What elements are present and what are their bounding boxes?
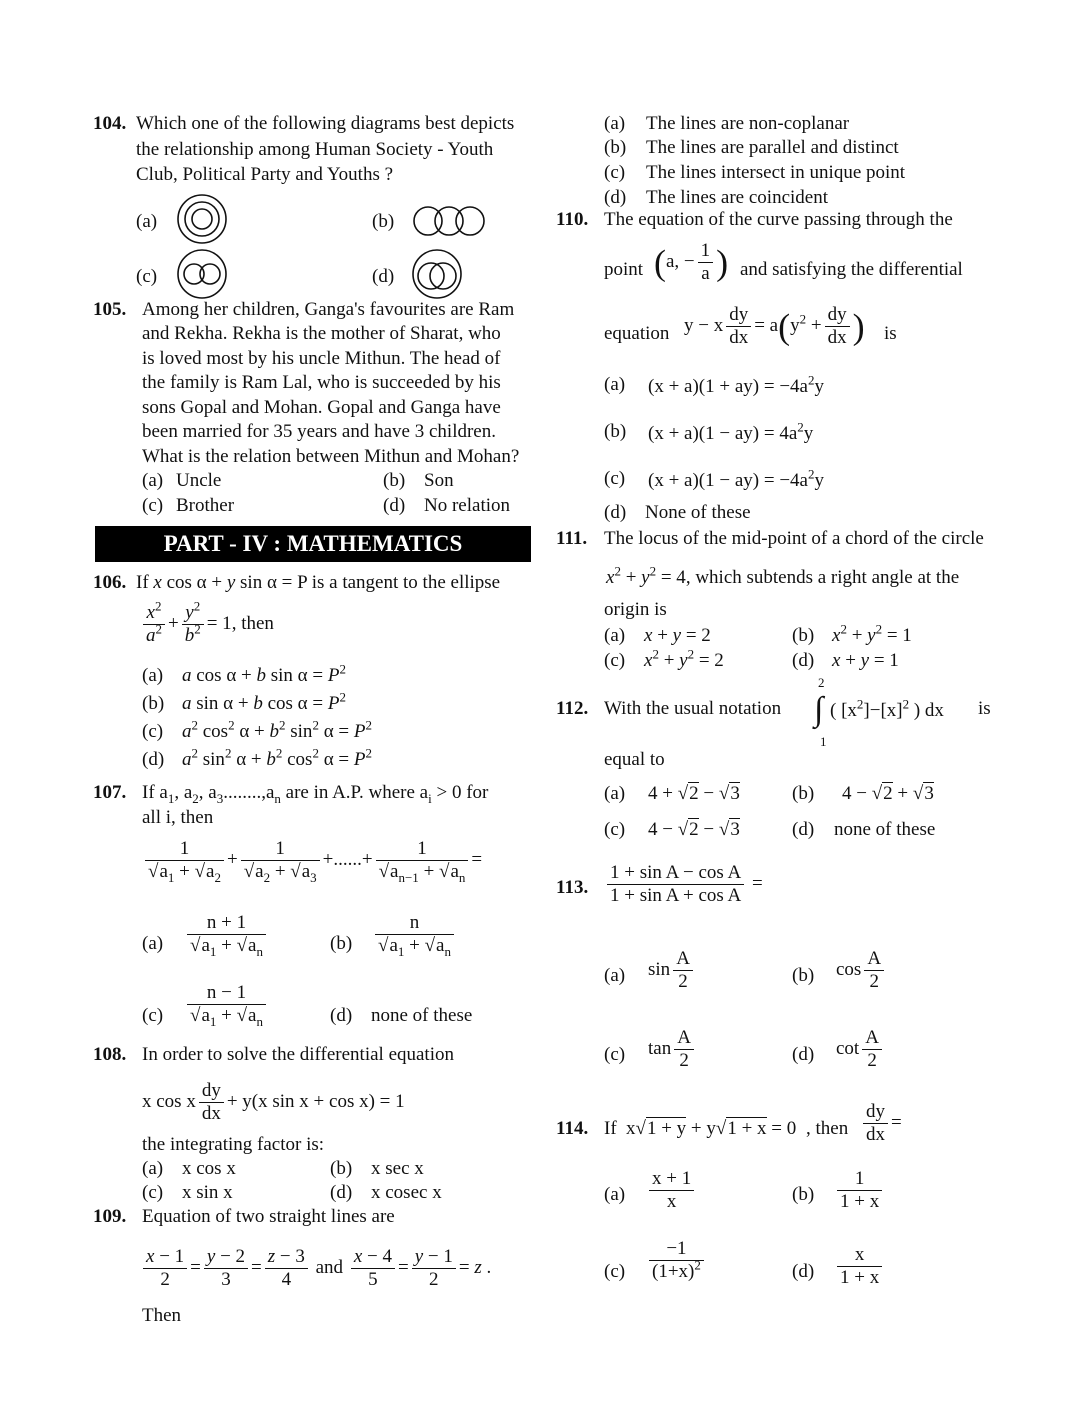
- q113-option-d-math: cot $\frac{A}{2}$: [836, 1027, 885, 1072]
- q114-option-b-math: $\frac{1}{1 + x}$: [834, 1168, 885, 1213]
- q111-option-a-label: (a): [604, 625, 626, 646]
- q112-line-1: With the usual notation: [604, 698, 782, 719]
- q106-number: 106.: [93, 572, 127, 593]
- q113-option-c-label: (c): [604, 1044, 626, 1065]
- q113-option-b-math: cos $\frac{A}{2}$: [836, 948, 887, 993]
- q111-line-2: $x^2 + y^2 = 4$, which subtends a right angle at the: [606, 563, 960, 588]
- q113-option-a-label: (a): [604, 965, 626, 986]
- q109-option-d-text: The lines are coincident: [646, 187, 829, 208]
- q106-option-a-label: (a): [142, 665, 164, 686]
- q112-lower-limit: 1: [820, 734, 827, 749]
- q107-text-a: are in A.P. where a: [285, 782, 429, 803]
- q114-option-c-math: $\frac{-1}{(1+x)^2}$: [646, 1238, 707, 1283]
- q112-number: 112.: [556, 698, 589, 719]
- q111-option-b-math: $x^2 + y^2 = 1$: [832, 621, 912, 646]
- q110-equation-label: equation: [604, 323, 670, 344]
- q106-then: , then: [231, 612, 274, 634]
- q107-option-c-label: (c): [142, 1005, 164, 1026]
- q112-option-c-label: (c): [604, 819, 626, 840]
- q109-option-c-label: (c): [604, 162, 626, 183]
- q110-number: 110.: [556, 209, 589, 230]
- q110-option-d-text: None of these: [645, 502, 751, 523]
- q106-option-a-math: a cos α + b $\sin \alpha = P^2$: [182, 661, 346, 686]
- q114-option-a-math: $\frac{x + 1}{x}$: [646, 1168, 697, 1213]
- section-header: PART - IV : MATHEMATICS: [95, 526, 531, 562]
- q108-option-b-text: x sec x: [371, 1158, 424, 1179]
- q107-option-a-math: $\frac{n + 1}{√a_1 + √a_n}$: [184, 912, 269, 957]
- q109-option-b-label: (b): [604, 137, 627, 158]
- venn-diagram-a: [176, 193, 228, 245]
- q108-option-a-text: x cos x: [182, 1158, 236, 1179]
- q108-option-d-text: x cosec x: [371, 1182, 442, 1203]
- q110-option-a-label: (a): [604, 374, 626, 395]
- q114-number: 114.: [556, 1118, 589, 1139]
- q105-option-a-text: Uncle: [176, 470, 222, 491]
- q108-option-c-text: x sin x: [182, 1182, 233, 1203]
- q113-option-a-math: sin $\frac{A}{2}$: [648, 948, 696, 993]
- q108-line-2: the integrating factor is:: [142, 1134, 325, 1155]
- q107-option-d-text: none of these: [371, 1005, 473, 1026]
- q105-line-7: What is the relation between Mithun and Mohan?: [142, 446, 520, 467]
- q111-option-c-label: (c): [604, 650, 626, 671]
- q106-option-b-math: a sin α + b $\cos \alpha = P^2$: [182, 689, 346, 714]
- q110-option-d-label: (d): [604, 502, 627, 523]
- q107-option-b-label: (b): [330, 933, 353, 954]
- q108-option-d-label: (d): [330, 1182, 353, 1203]
- q105-line-2: and Rekha. Rekha is the mother of Sharat, who: [142, 323, 501, 344]
- q112-option-d-text: none of these: [834, 819, 936, 840]
- q111-option-d-math: x + y = 1: [832, 650, 899, 671]
- q114-equation: x√1 + y + y√1 + x = 0: [626, 1118, 797, 1139]
- q105-option-d-text: No relation: [424, 495, 511, 516]
- q107-line-1: If $a_1$, $a_2$, $a_3........,a_n$ are in A.P. where $a_i > 0$ for: [142, 782, 489, 806]
- q109-line-1: Equation of two straight lines are: [142, 1206, 395, 1227]
- q111-line-1: The locus of the mid-point of a chord of the circle: [604, 528, 984, 549]
- q110-point-math: (a, − $\frac{1}{a}$ ): [654, 240, 729, 284]
- q110-line-1: The equation of the curve passing through the: [604, 209, 953, 230]
- q105-number: 105.: [93, 299, 127, 320]
- q107-number: 107.: [93, 782, 127, 803]
- q109-option-c-text: The lines intersect in unique point: [646, 162, 906, 183]
- integral-icon: ∫: [814, 691, 824, 728]
- q113-number: 113.: [556, 877, 589, 898]
- q113-option-c-math: tan $\frac{A}{2}$: [648, 1027, 697, 1072]
- q113-option-d-label: (d): [792, 1044, 815, 1065]
- q107-text-b: > 0 for: [436, 782, 489, 803]
- venn-diagram-c: [176, 248, 228, 300]
- q110-point-label: point: [604, 259, 644, 280]
- q112-option-b-math: 4 − √2 + √3: [842, 783, 934, 804]
- q111-option-c-math: $x^2 + y^2 = 2$: [644, 646, 724, 671]
- q114-option-a-label: (a): [604, 1184, 626, 1205]
- q108-equation: x cos x $\frac{dy}{dx}$ + y(x sin x + cos x) = 1: [142, 1080, 405, 1124]
- q111-number: 111.: [556, 528, 588, 549]
- q107-option-c-math: $\frac{n - 1}{√a_1 + √a_n}$: [184, 982, 269, 1027]
- q109-option-a-label: (a): [604, 113, 626, 134]
- q114-option-c-label: (c): [604, 1261, 626, 1282]
- q109-number: 109.: [93, 1206, 127, 1227]
- q105-line-4: the family is Ram Lal, who is succeeded by his: [142, 372, 501, 393]
- q107-option-d-label: (d): [330, 1005, 353, 1026]
- q106-option-c-math: $a^2$ $\cos^2 \alpha + b^2$ $\sin^2 \alpha = P^2$: [182, 717, 372, 742]
- q104-option-d-label: (d): [372, 266, 395, 287]
- q112-option-b-label: (b): [792, 783, 815, 804]
- q107-line-2: all i, then: [142, 807, 214, 828]
- q104-option-b-label: (b): [372, 211, 395, 232]
- venn-diagram-d: [410, 248, 464, 300]
- q108-number: 108.: [93, 1044, 127, 1065]
- q114-option-b-label: (b): [792, 1184, 815, 1205]
- q109-option-d-label: (d): [604, 187, 627, 208]
- q110-option-c-label: (c): [604, 468, 626, 489]
- q104-number: 104.: [93, 113, 127, 134]
- q111-line-3: origin is: [604, 599, 667, 620]
- q112-option-c-math: 4 − √2 − √3: [648, 819, 740, 840]
- q107-series: $\frac{1}{√a_1 + √a_2}$ + $\frac{1}{√a_2 + √a_3}$ +......+ $\frac{1}{√a_{n-1} + √a_n}$ =: [142, 838, 482, 883]
- q105-line-5: sons Gopal and Mohan. Gopal and Ganga have: [142, 397, 501, 418]
- q106-option-d-math: $a^2$ $\sin^2 \alpha + b^2$ $\cos^2 \alpha = P^2$: [182, 745, 372, 770]
- q110-line-2: and satisfying the differential: [740, 259, 963, 280]
- q105-option-b-label: (b): [383, 470, 406, 491]
- q110-option-a-math: $(x + a)(1 + ay) = -4a^2y$: [648, 372, 824, 397]
- q110-is: is: [884, 323, 897, 344]
- q106-ellipse: $\frac{x^2}{a^2}$ + $\frac{y^2}{b^2}$ = 1, then: [140, 602, 274, 647]
- q104-option-c-label: (c): [136, 266, 158, 287]
- q110-option-b-math: $(x + a)(1 - ay) = 4a^2y$: [648, 419, 814, 444]
- q114-derivative: $\frac{dy}{dx}$ =: [860, 1101, 902, 1146]
- q105-option-d-label: (d): [383, 495, 406, 516]
- q109-option-a-text: The lines are non-coplanar: [646, 113, 850, 134]
- q106-option-c-label: (c): [142, 721, 164, 742]
- q105-option-b-text: Son: [424, 470, 454, 491]
- q108-option-c-label: (c): [142, 1182, 164, 1203]
- q112-option-a-math: 4 + √2 − √3: [648, 783, 740, 804]
- q113-expression: $\frac{\text{1 + sin A − cos A}}{\text{1 + sin A + cos A}}$ =: [604, 862, 763, 907]
- q106-option-d-label: (d): [142, 749, 165, 770]
- q114-option-d-label: (d): [792, 1261, 815, 1282]
- q108-line-1: In order to solve the differential equation: [142, 1044, 454, 1065]
- q114-option-d-math: $\frac{x}{1 + x}$: [834, 1244, 885, 1289]
- q109-then: Then: [142, 1305, 182, 1326]
- q111-option-a-math: x + y = 2: [644, 625, 711, 646]
- q105-option-c-label: (c): [142, 495, 164, 516]
- q111-option-d-label: (d): [792, 650, 815, 671]
- venn-diagram-b: [410, 205, 488, 237]
- q104-option-a-label: (a): [136, 211, 158, 232]
- q104-line-1: Which one of the following diagrams best depicts: [136, 113, 515, 134]
- q111-option-b-label: (b): [792, 625, 815, 646]
- q112-integrand: ( $[x^2]-[x]^2$ ) dx: [830, 696, 944, 721]
- q112-is: is: [978, 698, 991, 719]
- q109-option-b-text: The lines are parallel and distinct: [646, 137, 899, 158]
- q105-option-a-label: (a): [142, 470, 164, 491]
- q105-line-6: been married for 35 years and have 3 children.: [142, 421, 496, 442]
- q112-line-2: equal to: [604, 749, 665, 770]
- q112-upper-limit: 2: [818, 675, 825, 690]
- q113-option-b-label: (b): [792, 965, 815, 986]
- q104-line-3: Club, Political Party and Youths ?: [136, 164, 394, 185]
- q111-text-b: , which subtends a right angle at the: [685, 567, 960, 588]
- q110-option-c-math: $(x + a)(1 - ay) = -4a^2y$: [648, 466, 824, 491]
- q109-equations: $\frac{x - 1}{2}$ = $\frac{y - 2}{3}$ = $\frac{z - 3}{4}$ and $\frac{x - 4}{5}$ = $\frac{y - 1}{2}$ = z .: [140, 1246, 491, 1291]
- q114-then: , then: [806, 1118, 849, 1139]
- q112-option-a-label: (a): [604, 783, 626, 804]
- q105-line-1: Among her children, Ganga's favourites are Ram: [142, 299, 515, 320]
- q108-option-a-label: (a): [142, 1158, 164, 1179]
- q110-option-b-label: (b): [604, 421, 627, 442]
- q106-option-b-label: (b): [142, 693, 165, 714]
- q108-option-b-label: (b): [330, 1158, 353, 1179]
- q114-if: If: [604, 1118, 617, 1139]
- q104-line-2: the relationship among Human Society - Youth: [136, 139, 494, 160]
- q105-line-3: is loved most by his uncle Mithun. The head of: [142, 348, 501, 369]
- q110-equation-math: y − x $\frac{dy}{dx}$ = $a(y^2$ + $\frac{dy}{dx}$ ): [684, 304, 865, 348]
- q105-option-c-text: Brother: [176, 495, 235, 516]
- q112-option-d-label: (d): [792, 819, 815, 840]
- q107-option-b-math: $\frac{n}{√a_1 + √a_n}$: [372, 912, 457, 957]
- q107-option-a-label: (a): [142, 933, 164, 954]
- q106-equation: If x cos α + y sin α = P is a tangent to the ellipse: [136, 572, 501, 593]
